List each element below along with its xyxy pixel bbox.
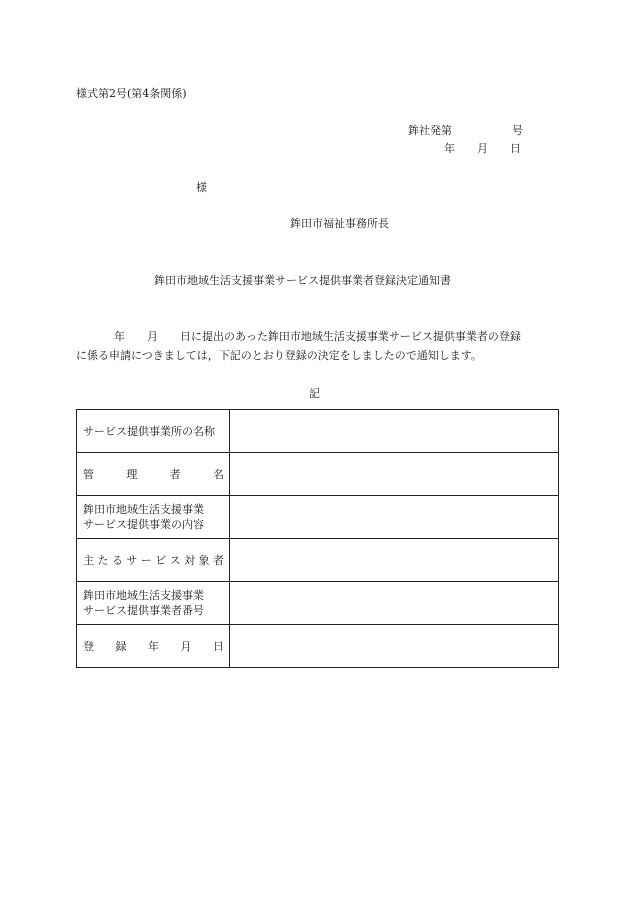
label-char: た [97,554,109,567]
doc-number-prefix: 鉾社発第 [408,124,452,137]
row-label [77,410,230,453]
label-line: サービス提供事業者番号 [83,604,204,617]
table-row [77,539,559,582]
body-text-1: 日に提出のあった鉾田市地域生活支援事業サービス提供事業者の登録 [180,330,521,343]
row-label [77,453,230,496]
date-month: 月 [477,142,488,155]
sender: 鉾田市福祉事務所長 [290,217,389,230]
doc-number-suffix: 号 [512,124,523,137]
label-spread [83,638,224,654]
issue-date [444,142,521,156]
date-year: 年 [444,142,455,155]
provider-number-field[interactable] [230,582,559,625]
row-label [77,539,230,582]
table-row [77,453,559,496]
label-char: 登 [83,640,94,653]
label-spread [83,552,224,568]
label-char: ビ [155,554,167,567]
row-label [77,625,230,668]
body-line-1 [114,330,521,344]
body-month: 月 [147,330,158,343]
label-line: 鉾田市地域生活支援事業 [83,503,204,516]
body-line-2: に係る申請につきましては，下記のとおり登録の決定をしましたので通知します。 [76,349,482,362]
row-label [77,582,230,625]
form-number: 様式第2号(第4条関係) [76,87,187,100]
label-line: 鉾田市地域生活支援事業 [83,589,204,602]
table-row [77,496,559,539]
service-content-field[interactable] [230,496,559,539]
label-line: サービス提供事業所の名称 [83,424,215,438]
label-char: 日 [213,640,224,653]
ki-marker: 記 [309,387,320,400]
manager-name-field[interactable] [230,453,559,496]
label-char: 象 [198,554,210,567]
addressee-honorific: 様 [196,181,207,194]
label-char: 者 [212,554,224,567]
label-char: 録 [115,640,127,653]
facility-name-field[interactable] [230,410,559,453]
label-line: サービス提供事業の内容 [83,518,204,531]
table-row [77,625,559,668]
label-spread [83,466,224,482]
table-row [77,410,559,453]
label-char: 年 [148,640,159,653]
label-char: ー [140,554,152,567]
label-char: 者 [169,468,181,481]
registration-date-field[interactable] [230,625,559,668]
registration-details-table [76,409,559,668]
label-char: 対 [184,554,196,567]
label-char: 主 [83,554,94,567]
label-char: 理 [126,468,138,481]
label-char: 名 [212,468,224,481]
document-title: 鉾田市地域生活支援事業サービス提供事業者登録決定通知書 [154,274,451,287]
row-label [77,496,230,539]
document-number [408,124,523,138]
body-year: 年 [114,330,125,343]
table-row [77,582,559,625]
service-target-field[interactable] [230,539,559,582]
label-char: サ [126,554,138,567]
date-day: 日 [510,142,521,155]
label-char: 管 [83,468,94,481]
label-char: ス [169,554,181,567]
label-char: る [111,554,123,567]
label-char: 月 [180,640,192,653]
